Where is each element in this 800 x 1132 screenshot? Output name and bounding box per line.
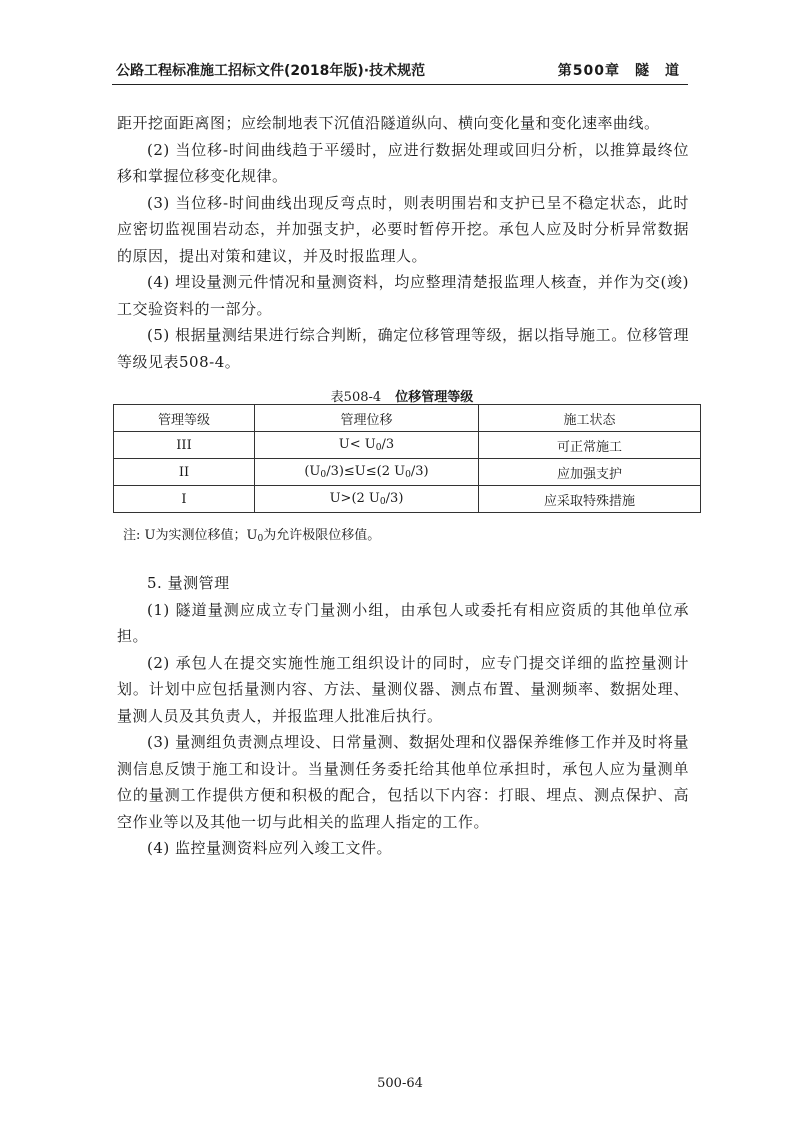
state-cell: 应采取特殊措施 [479,486,701,513]
page-number: 500-64 [377,1076,423,1091]
column-header: 施工状态 [479,405,701,432]
page-header [112,54,688,85]
table-note: 注: U为实测位移值；$U_0$为允许极限位移值。 [123,528,381,544]
paragraph: (3) 量测组负责测点埋设、日常量测、数据处理和仪器保养维修工作并及时将量测信息反馈于施工和设计。当量测任务委托给其他单位承担时，承包人应为量测单位的量测工作提供方便和积极的配合，包括以下内容：打眼、埋点、测点保护、高空作业等以及其他一切与此相关的监理人指定的工作。 [117,733,689,831]
grade-cell: I [114,486,255,513]
table-row [114,432,701,459]
grade-cell: III [114,432,255,459]
table-name: 位移管理等级 [395,390,474,405]
paragraph: (2) 承包人在提交实施性施工组织设计的同时，应专门提交详细的监控量测计划。计划中应包括量测内容、方法、量测仪器、测点布置、量测频率、数据处理、量测人员及其负责人，并报监理人批准后执行。 [117,653,689,725]
section-heading: 5. 量测管理 [147,574,230,592]
table-caption [112,386,692,405]
document-title: 公路工程标准施工招标文件(2018年版)·技术规范 [116,63,426,79]
paragraph: 距开挖面距离图；应绘制地表下沉值沿隧道纵向、横向变化量和变化速率曲线。 [117,114,660,132]
paragraph: (5) 根据量测结果进行综合判断，确定位移管理等级，据以指导施工。位移管理等级见表508-4。 [117,326,689,371]
displacement-cell: $U< U_0/3$ [255,432,479,459]
paragraph: (3) 当位移-时间曲线出现反弯点时，则表明围岩和支护已呈不稳定状态，此时应密切监视围岩动态，并加强支护，必要时暂停开挖。承包人应及时分析异常数据的原因，提出对策和建议，并及时报监理人。 [117,193,689,265]
column-header: 管理位移 [255,405,479,432]
state-cell: 可正常施工 [479,432,701,459]
table-row [114,459,701,486]
paragraph: (4) 埋设量测元件情况和量测资料，均应整理清楚报监理人核查，并作为交(竣)工交验资料的一部分。 [117,273,689,318]
paragraph: (2) 当位移-时间曲线趋于平缓时，应进行数据处理或回归分析，以推算最终位移和掌握位移变化规律。 [117,140,689,185]
paragraph: (1) 隧道量测应成立专门量测小组，由承包人或委托有相应资质的其他单位承担。 [117,600,689,645]
body-text-bottom [117,570,689,862]
state-cell: 应加强支护 [479,459,701,486]
paragraph: (4) 监控量测资料应列入竣工文件。 [147,839,393,857]
displacement-cell: U>(2 $U_0/3$) [255,486,479,513]
displacement-cell: $(U_0/3)\le U\le(2$ $U_0/3$) [255,459,479,486]
grade-cell: II [114,459,255,486]
table-header-row [114,405,701,432]
table-number: 表508-4 [330,390,382,405]
table-row [114,486,701,513]
column-header: 管理等级 [114,405,255,432]
chapter-title: 第500章 隧 道 [557,63,680,79]
displacement-grade-table [113,404,701,513]
body-text-top [117,110,689,375]
